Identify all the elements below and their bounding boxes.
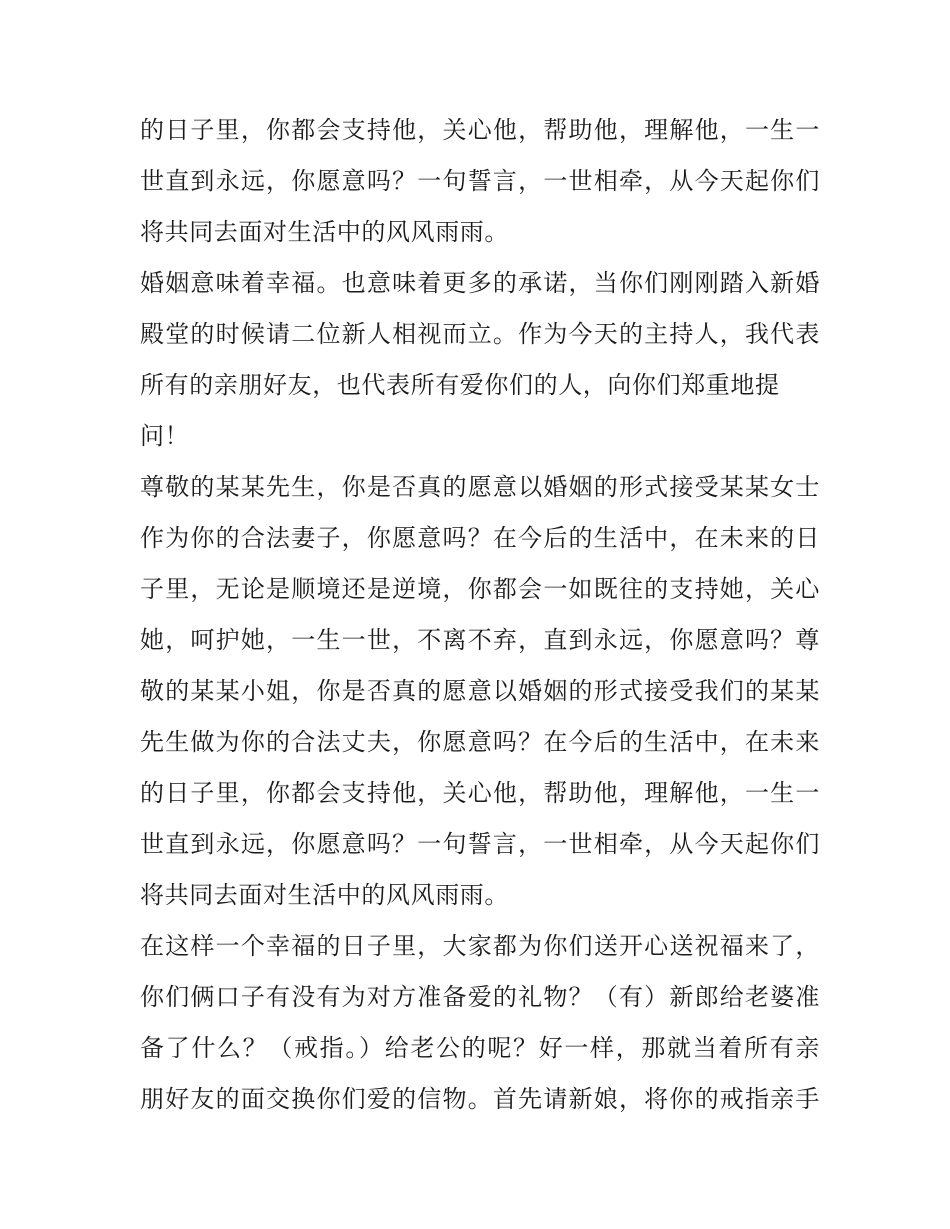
text-line: 在这样一个幸福的日子里，大家都为你们送开心送祝福来了， <box>140 932 820 960</box>
text-line: 她，呵护她，一生一世，不离不弃，直到永远，你愿意吗？尊 <box>140 626 820 654</box>
document-body <box>140 105 820 1125</box>
text-line: 尊敬的某某先生，你是否真的愿意以婚姻的形式接受某某女士 <box>140 473 820 501</box>
text-line: 问！ <box>140 422 190 450</box>
text-line: 世直到永远，你愿意吗？一句誓言，一世相牵，从今天起你们 <box>140 167 820 195</box>
text-line: 朋好友的面交换你们爱的信物。首先请新娘，将你的戒指亲手 <box>140 1085 820 1113</box>
text-line: 子里，无论是顺境还是逆境，你都会一如既往的支持她，关心 <box>140 575 820 603</box>
text-line: 殿堂的时候请二位新人相视而立。作为今天的主持人，我代表 <box>140 320 820 348</box>
text-line: 你们俩口子有没有为对方准备爱的礼物？（有）新郎给老婆准 <box>140 983 820 1011</box>
text-line: 先生做为你的合法丈夫，你愿意吗？在今后的生活中，在未来 <box>140 728 820 756</box>
text-line: 备了什么？（戒指。）给老公的呢？好一样，那就当着所有亲 <box>140 1034 820 1062</box>
text-line: 的日子里，你都会支持他，关心他，帮助他，理解他，一生一 <box>140 779 820 807</box>
text-line: 所有的亲朋好友，也代表所有爱你们的人，向你们郑重地提 <box>140 371 780 399</box>
text-line: 婚姻意味着幸福。也意味着更多的承诺，当你们刚刚踏入新婚 <box>140 269 820 297</box>
text-line: 的日子里，你都会支持他，关心他，帮助他，理解他，一生一 <box>140 116 820 144</box>
text-line: 将共同去面对生活中的风风雨雨。 <box>140 881 509 909</box>
text-line: 世直到永远，你愿意吗？一句誓言，一世相牵，从今天起你们 <box>140 830 820 858</box>
text-line: 敬的某某小姐，你是否真的愿意以婚姻的形式接受我们的某某 <box>140 677 820 705</box>
text-line: 将共同去面对生活中的风风雨雨。 <box>140 218 509 246</box>
text-line: 作为你的合法妻子，你愿意吗？在今后的生活中，在未来的日 <box>140 524 820 552</box>
